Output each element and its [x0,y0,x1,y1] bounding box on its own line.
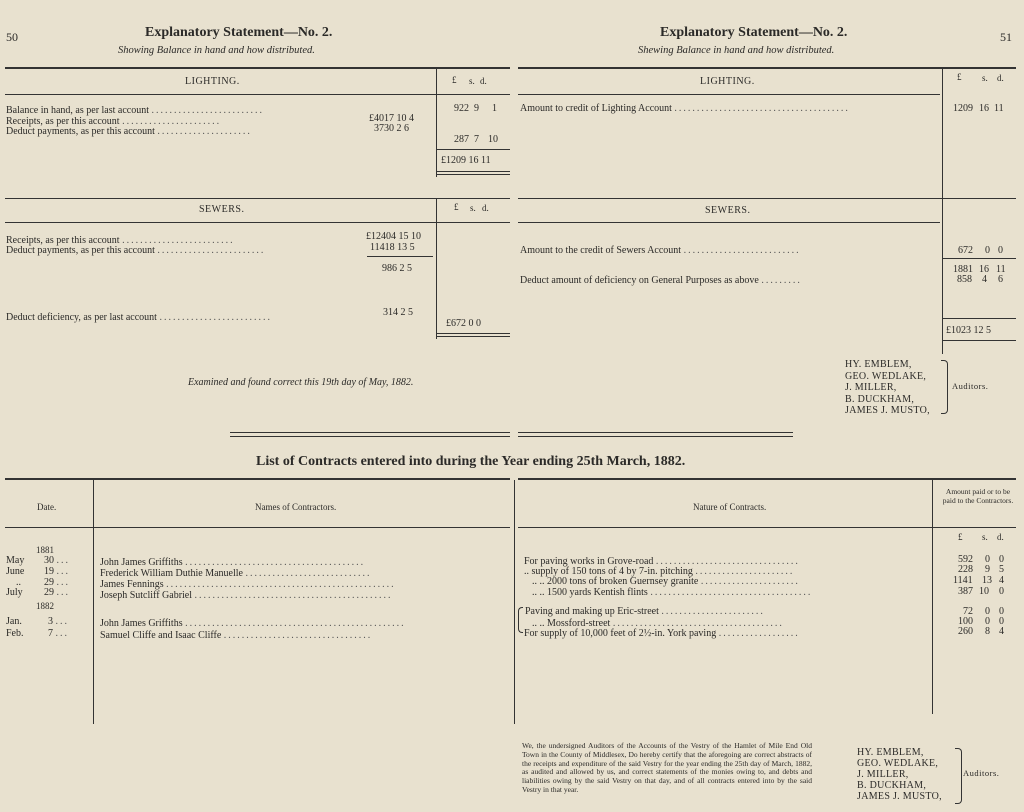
rule [5,94,510,95]
rule [518,527,1016,528]
col-pounds: £ [958,532,963,542]
contract-shillings: 9 [985,564,990,575]
contract-nature: Paving and making up Eric-street ....................... [525,606,765,617]
contract-pence: 0 [999,554,1004,565]
contract-month: Jan. [6,616,22,627]
sewers-right-pence: 6 [998,274,1003,285]
lighting-row-amount: £4017 10 4 [369,113,414,124]
contract-month: Feb. [6,628,24,639]
contract-name: Joseph Sutcliff Gabriel ............................................ [100,590,393,601]
contract-month: May [6,555,25,566]
sewers-receipts-label: Receipts, as per this account ......................... [6,235,235,246]
rule [230,436,510,437]
lighting-right-pence: 11 [994,103,1004,114]
contract-name: Samuel Cliffe and Isaac Cliffe ................................. [100,630,373,641]
rule [5,478,510,480]
auditors-label-bottom: Auditors. [963,768,1000,778]
contract-pence: 4 [999,626,1004,637]
contract-shillings: 10 [979,586,989,597]
brace [518,607,523,633]
rule [437,149,510,150]
sewers-right-shillings: 0 [985,245,990,256]
contract-name: John James Griffiths ................................................. [100,618,406,629]
lighting-row-shillings: 9 [474,103,479,114]
contract-name: James Fennings ................................................... [100,579,396,590]
lighting-right-label: Amount to credit of Lighting Account ....................................... [520,103,850,114]
contract-day: 29 ... [44,577,70,588]
contract-pounds: 72 [963,606,973,617]
contract-shillings: 0 [985,554,990,565]
sewers-total: £672 0 0 [446,318,481,329]
col-shillings: s. [982,73,988,83]
contract-month: .. [16,577,21,588]
rule [5,67,510,69]
sewers-right-label: Deduct amount of deficiency on General Purposes as above ......... [520,275,802,286]
brace [955,748,962,804]
lighting-right-shillings: 16 [979,103,989,114]
auditor-name: J. MILLER, [845,382,897,393]
rule [437,336,510,337]
contract-nature: For supply of 10,000 feet of 2½-in. York paving .................. [524,628,800,639]
lighting-row-pounds: 922 [454,103,469,114]
rule [93,480,94,724]
sewers-payments-label: Deduct payments, as per this account ........................ [6,245,266,256]
contract-shillings: 0 [985,616,990,627]
lighting-row-label: Deduct payments, as per this account ..................... [6,126,252,137]
rule [5,198,510,199]
rule [230,432,510,433]
page-number-left: 50 [6,30,18,44]
contracts-year: 1881 [36,545,54,555]
lighting-title-right: LIGHTING. [700,76,755,87]
contract-shillings: 8 [985,626,990,637]
rule [367,256,433,257]
contract-pence: 0 [999,616,1004,627]
rule [518,478,1016,480]
auditor-name: JAMES J. MUSTO, [845,405,930,416]
rule [437,333,510,334]
lighting-subtotal-pounds: 287 [454,134,469,145]
contract-name: John James Griffiths ........................................ [100,557,366,568]
sewers-right-shillings: 16 [979,264,989,275]
sewers-right-shillings: 4 [982,274,987,285]
auditor-name: GEO. WEDLAKE, [845,370,927,382]
auditor-name: HY. EMBLEM, [857,747,924,758]
contract-shillings: 0 [985,606,990,617]
auditor-name: B. DUCKHAM, [857,780,927,791]
contract-nature: .. .. Mossford-street ...................................... [532,618,784,629]
col-pounds: £ [452,75,457,85]
lighting-subtotal-shillings: 7 [474,134,479,145]
sewers-deficiency-label: Deduct deficiency, as per last account ......................... [6,312,272,323]
auditor-name: J. MILLER, [857,769,909,780]
contract-month: July [6,587,23,598]
col-pence: d. [480,76,487,86]
contract-shillings: 13 [982,575,992,586]
heading-left: Explanatory Statement—No. 2. [145,25,333,40]
contract-nature: .. .. 2000 tons of broken Guernsey granite ...................... [532,576,800,587]
rule [943,258,1016,259]
lighting-right-pounds: 1209 [953,103,973,114]
lighting-title: LIGHTING. [185,76,240,87]
contract-pence: 5 [999,564,1004,575]
rule [5,527,510,528]
col-pounds: £ [454,202,459,212]
col-pence: d. [482,203,489,213]
sewers-right-pounds: 858 [957,274,972,285]
contract-nature: .. supply of 150 tons of 4 by 7-in. pitching ...................... [524,566,795,577]
contract-pounds: 100 [958,616,973,627]
sewers-right-pence: 0 [998,245,1003,256]
rule [518,222,940,223]
rule [518,198,1016,199]
contract-day: 3 ... [48,616,69,627]
sewers-right-pounds: 672 [958,245,973,256]
col-shillings: s. [982,532,988,542]
lighting-row-amount: 3730 2 6 [374,123,409,134]
contract-pence: 0 [999,586,1004,597]
contract-pounds: 592 [958,554,973,565]
rule [436,69,437,177]
col-date: Date. [37,502,57,512]
rule [932,480,933,714]
heading-right: Explanatory Statement—No. 2. [660,25,848,40]
contract-month: June [6,566,25,577]
contract-day: 19 ... [44,566,70,577]
lighting-total: £1209 16 11 [441,155,491,166]
contract-name: Frederick William Duthie Manuelle ............................ [100,568,372,579]
rule [514,480,515,724]
contract-pounds: 260 [958,626,973,637]
sewers-deficiency-amount: 314 2 5 [383,307,413,318]
contract-pence: 0 [999,606,1004,617]
lighting-row-pence: 1 [492,103,497,114]
contract-pence: 4 [999,575,1004,586]
col-pounds: £ [957,72,962,82]
rule [5,222,510,223]
col-pence: d. [997,532,1004,542]
contract-day: 29 ... [44,587,70,598]
auditor-name: JAMES J. MUSTO, [857,791,942,802]
subheading-right: Shewing Balance in hand and how distributed. [638,45,835,56]
auditor-name: B. DUCKHAM, [845,393,915,405]
sewers-balance: 986 2 5 [382,263,412,274]
page-number-right: 51 [1000,30,1012,44]
rule [518,436,793,437]
rule [437,174,510,175]
contract-nature: .. .. 1500 yards Kentish flints .................................... [532,587,813,598]
rule [437,171,510,172]
lighting-row-label: Balance in hand, as per last account ......................... [6,105,264,116]
rule [518,432,793,433]
auditor-name: HY. EMBLEM, [845,359,912,370]
contract-day: 30 ... [44,555,70,566]
col-pence: d. [997,73,1004,83]
contracts-title: List of Contracts entered into during the Year ending 25th March, 1882. [256,454,686,469]
contract-pounds: 1141 [953,575,973,586]
contract-nature: For paving works in Grove-road ................................ [524,556,800,567]
sewers-right-pence: 11 [996,264,1006,275]
col-shillings: s. [469,76,475,86]
rule [943,318,1016,319]
contract-day: 7 ... [48,628,69,639]
col-nature: Nature of Contracts. [693,502,767,512]
sewers-right-pounds: 1881 [953,264,973,275]
auditors-list-bottom [857,747,942,802]
contract-pounds: 228 [958,564,973,575]
rule [436,199,437,339]
sewers-title: SEWERS. [199,204,245,215]
auditors-list [845,359,930,417]
lighting-row-label: Receipts, as per this account ...................... [6,116,222,127]
contracts-year: 1882 [36,601,54,611]
col-names: Names of Contractors. [255,502,337,512]
sewers-right-total: £1023 12 5 [946,325,991,336]
certificate-text: We, the undersigned Auditors of the Accounts of the Vestry of the Hamlet of Mile End Old Town in the County of Middlesex, Do hereby certify that the aforegoing are correct abstracts of the receipts and expenditure of the said Vestry for the year ending the 25th day of March, 1882, as audited and allowed by us, and correct statements of the monies owing to, and debts and liabilities owing by the said Vestry on that day, and of all contracts entered into by the said Vestry in that year. [522,741,812,794]
sewers-title-right: SEWERS. [705,205,751,216]
rule [943,340,1016,341]
sewers-receipts-amount: £12404 15 10 [366,231,421,242]
rule [942,69,943,354]
contract-pounds: 387 [958,586,973,597]
sewers-right-label: Amount to the credit of Sewers Account .......................... [520,245,801,256]
rule [518,94,940,95]
auditor-name: GEO. WEDLAKE, [857,758,939,769]
auditors-label: Auditors. [952,381,989,391]
examined-statement: Examined and found correct this 19th day of May, 1882. [188,377,414,388]
brace [941,360,948,414]
lighting-subtotal-pence: 10 [488,134,498,145]
col-amount: Amount paid or to be paid to the Contractors. [942,487,1014,505]
col-shillings: s. [470,203,476,213]
subheading-left: Showing Balance in hand and how distributed. [118,45,315,56]
sewers-payments-amount: 11418 13 5 [370,242,415,253]
